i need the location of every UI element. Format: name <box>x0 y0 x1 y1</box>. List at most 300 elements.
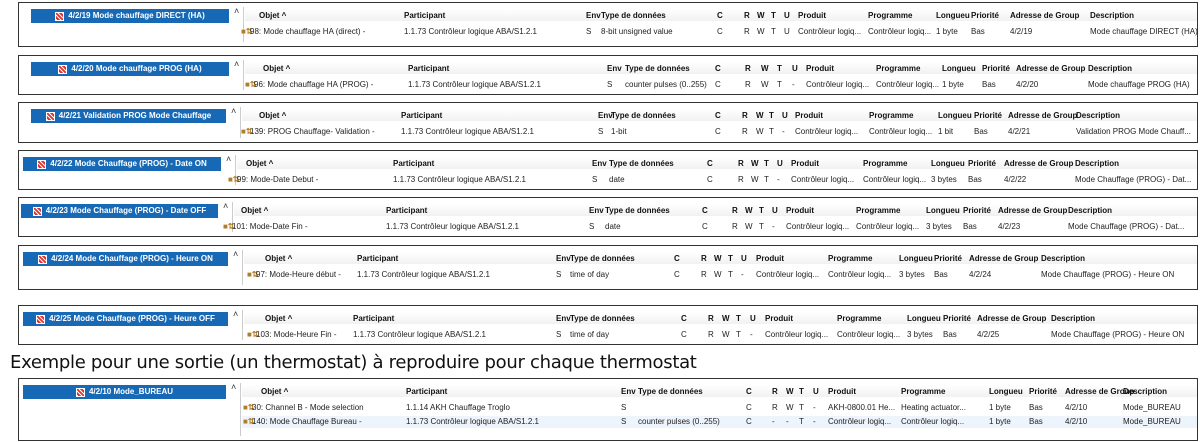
column-header[interactable]: W <box>786 387 794 396</box>
table-cell: Contrôleur logiq... <box>901 417 965 426</box>
column-header[interactable]: Objet ^ <box>241 206 269 215</box>
column-header[interactable]: U <box>772 206 778 215</box>
column-header[interactable]: Adresse de Group <box>977 314 1047 323</box>
table-cell: R <box>701 270 707 279</box>
column-header[interactable]: W <box>751 159 759 168</box>
table-cell: C <box>715 127 721 136</box>
group-address-icon <box>33 207 42 216</box>
table-cell: C <box>717 27 723 36</box>
table-cell: 4/2/10 <box>1065 403 1088 412</box>
table-cell: date <box>605 222 621 231</box>
table-cell: - <box>772 417 775 426</box>
table-cell: time of day <box>570 270 610 279</box>
column-header[interactable]: W <box>745 206 753 215</box>
table-cell: 1.1.73 Contrôleur logique ABA/S1.2.1 <box>353 330 486 339</box>
table-cell: Mode_BUREAU <box>1123 417 1181 426</box>
instruction-note: Exemple pour une sortie (un thermostat) à reproduire pour chaque thermostat <box>10 352 697 373</box>
splitter[interactable] <box>243 7 244 42</box>
table-cell: 1.1.73 Contrôleur logique ABA/S1.2.1 <box>393 175 526 184</box>
column-header[interactable]: Description <box>1090 11 1135 20</box>
table-cell: 1.1.73 Contrôleur logique ABA/S1.2.1 <box>406 417 539 426</box>
group-address-label: 4/2/24 Mode Chauffage (PROG) - Heure ON <box>51 254 213 263</box>
group-address-icon <box>46 112 55 121</box>
table-cell: R <box>745 80 751 89</box>
table-cell: date <box>609 175 625 184</box>
table-cell: S <box>556 330 562 339</box>
table-cell: Mode Chauffage (PROG) - Heure ON <box>1051 330 1185 339</box>
table-cell: T <box>799 403 804 412</box>
group-object-icon: ■⇅ <box>247 330 259 339</box>
group-address-item[interactable] <box>21 204 218 218</box>
table-cell: W <box>757 27 765 36</box>
column-header[interactable]: C <box>746 387 752 396</box>
table-cell[interactable]: 98: Mode chauffage HA (direct) - <box>250 27 366 36</box>
column-header[interactable]: Type de données <box>570 254 635 263</box>
group-address-label: 4/2/19 Mode chauffage DIRECT (HA) <box>68 11 205 20</box>
table-cell: Contrôleur logiq... <box>828 417 892 426</box>
table-cell: 4/2/24 <box>969 270 992 279</box>
group-object-icon: ■⇅ <box>243 403 255 412</box>
table-cell: T <box>736 330 741 339</box>
table-cell[interactable]: 96: Mode chauffage HA (PROG) - <box>254 80 374 89</box>
column-header[interactable]: R <box>744 11 750 20</box>
column-header[interactable]: C <box>715 111 721 120</box>
table-cell: W <box>751 175 759 184</box>
table-cell: R <box>732 222 738 231</box>
column-header[interactable]: Longueu <box>899 254 933 263</box>
group-address-icon <box>37 160 46 169</box>
column-header[interactable]: Description <box>1088 64 1133 73</box>
column-header[interactable]: Produit <box>828 387 856 396</box>
table-cell: S <box>592 175 598 184</box>
table-cell: T <box>777 80 782 89</box>
column-header[interactable]: Programme <box>837 314 882 323</box>
table-cell: 1.1.73 Contrôleur logique ABA/S1.2.1 <box>357 270 490 279</box>
column-header[interactable]: Longueu <box>931 159 965 168</box>
column-header[interactable]: T <box>736 314 741 323</box>
column-header[interactable]: Adresse de Group <box>969 254 1039 263</box>
group-address-icon <box>58 65 67 74</box>
column-header[interactable]: Type de données <box>625 64 690 73</box>
column-header[interactable]: Adresse de Group <box>1016 64 1086 73</box>
column-header[interactable]: Env <box>556 314 571 323</box>
table-cell: Contrôleur logiq... <box>876 80 940 89</box>
table-cell: Contrôleur logiq... <box>837 330 901 339</box>
column-header[interactable]: U <box>782 111 788 120</box>
table-cell: Contrôleur logiq... <box>765 330 829 339</box>
table-cell: R <box>708 330 714 339</box>
column-header[interactable]: Participant <box>406 387 448 396</box>
group-address-icon <box>55 12 64 21</box>
table-cell: S <box>621 417 627 426</box>
table-cell: Bas <box>974 127 988 136</box>
column-header[interactable]: Priorité <box>1029 387 1058 396</box>
table-cell: 3 bytes <box>907 330 933 339</box>
column-header[interactable]: C <box>674 254 680 263</box>
splitter[interactable] <box>242 310 243 340</box>
column-header[interactable]: Type de données <box>570 314 635 323</box>
group-object-icon: ■⇅ <box>241 27 253 36</box>
column-header[interactable]: Produit <box>798 11 826 20</box>
group-address-label: 4/2/10 Mode_BUREAU <box>88 387 174 396</box>
table-cell: Mode Chauffage (PROG) - Dat... <box>1068 222 1185 231</box>
column-header[interactable]: Env <box>607 64 622 73</box>
column-header[interactable]: Participant <box>357 254 399 263</box>
table-cell: T <box>769 127 774 136</box>
table-cell: 1 byte <box>936 27 958 36</box>
column-header[interactable]: Programme <box>856 206 901 215</box>
column-header[interactable]: Priorité <box>963 206 992 215</box>
column-header[interactable]: Programme <box>863 159 908 168</box>
column-header[interactable]: Env <box>586 11 601 20</box>
table-cell: R <box>772 403 778 412</box>
table-cell: S <box>598 127 604 136</box>
column-header[interactable]: Priorité <box>974 111 1003 120</box>
table-cell: - <box>772 222 775 231</box>
column-header[interactable]: Priorité <box>943 314 972 323</box>
column-header[interactable]: Longueu <box>942 64 976 73</box>
table-cell: - <box>813 403 816 412</box>
collapse-caret-icon[interactable]: ˄ <box>233 309 239 319</box>
column-header[interactable]: W <box>761 64 769 73</box>
table-cell: 1.1.73 Contrôleur logique ABA/S1.2.1 <box>386 222 519 231</box>
column-header[interactable]: U <box>784 11 790 20</box>
column-header[interactable]: Participant <box>401 111 443 120</box>
table-cell: T <box>771 27 776 36</box>
group-address-label: 4/2/23 Mode Chauffage (PROG) - Date OFF <box>45 206 207 215</box>
splitter[interactable] <box>243 60 244 90</box>
collapse-caret-icon[interactable]: ˄ <box>226 154 232 164</box>
table-cell: W <box>786 403 794 412</box>
table-cell: Contrôleur logiq... <box>856 222 920 231</box>
column-header[interactable]: Description <box>1076 111 1121 120</box>
table-cell: T <box>728 270 733 279</box>
column-header[interactable]: Produit <box>765 314 793 323</box>
group-address-label: 4/2/21 Validation PROG Mode Chauffage <box>58 111 212 120</box>
column-header[interactable]: Programme <box>869 111 914 120</box>
collapse-caret-icon[interactable]: ˄ <box>234 59 240 69</box>
group-panel <box>18 245 1198 290</box>
table-cell: C <box>674 270 680 279</box>
table-cell: Mode Chauffage (PROG) - Dat... <box>1075 175 1192 184</box>
table-cell: Contrôleur logiq... <box>791 175 855 184</box>
table-cell: 4/2/21 <box>1008 127 1031 136</box>
column-header[interactable]: C <box>707 159 713 168</box>
group-panel <box>18 197 1198 237</box>
table-cell: S <box>621 403 627 412</box>
column-header[interactable]: C <box>715 64 721 73</box>
table-cell: 4/2/25 <box>977 330 1000 339</box>
column-header[interactable]: Description <box>1051 314 1096 323</box>
column-header[interactable]: Participant <box>353 314 395 323</box>
table-cell: - <box>741 270 744 279</box>
table-cell[interactable]: 30: Channel B - Mode selection <box>252 403 364 412</box>
column-header[interactable]: Objet ^ <box>263 64 291 73</box>
table-cell: C <box>715 80 721 89</box>
column-header[interactable]: Programme <box>876 64 921 73</box>
table-cell: C <box>707 175 713 184</box>
column-header[interactable]: T <box>777 64 782 73</box>
column-header[interactable]: Programme <box>828 254 873 263</box>
column-header[interactable]: Programme <box>901 387 946 396</box>
column-header[interactable]: Longueu <box>936 11 970 20</box>
group-address-item[interactable] <box>23 157 221 171</box>
column-header[interactable]: Adresse de Group <box>1065 387 1135 396</box>
column-header[interactable]: U <box>792 64 798 73</box>
table-cell[interactable]: 103: Mode-Heure Fin - <box>256 330 337 339</box>
column-header[interactable]: Produit <box>791 159 819 168</box>
group-address-label: 4/2/20 Mode chauffage PROG (HA) <box>71 64 202 73</box>
table-cell: T <box>764 175 769 184</box>
table-cell[interactable]: 99: Mode-Date Debut - <box>237 175 319 184</box>
group-panel <box>18 150 1198 190</box>
column-header[interactable]: Priorité <box>971 11 1000 20</box>
column-header[interactable]: Programme <box>868 11 913 20</box>
column-header[interactable]: Produit <box>756 254 784 263</box>
table-cell: 3 bytes <box>926 222 952 231</box>
column-header[interactable]: U <box>750 314 756 323</box>
column-header[interactable]: U <box>741 254 747 263</box>
column-header[interactable]: T <box>799 387 804 396</box>
table-cell: Contrôleur logiq... <box>756 270 820 279</box>
column-header[interactable]: Adresse de Group <box>1004 159 1074 168</box>
table-cell: Contrôleur logiq... <box>828 270 892 279</box>
table-cell: Bas <box>968 175 982 184</box>
column-header[interactable]: T <box>764 159 769 168</box>
group-address-item[interactable] <box>23 312 228 326</box>
column-header[interactable]: T <box>769 111 774 120</box>
column-header[interactable]: Description <box>1123 387 1168 396</box>
column-header[interactable]: Adresse de Group <box>998 206 1068 215</box>
group-panel <box>18 305 1198 345</box>
table-cell: U <box>784 27 790 36</box>
table-cell: Bas <box>943 330 957 339</box>
table-cell: Contrôleur logiq... <box>798 27 862 36</box>
column-header[interactable]: Participant <box>393 159 435 168</box>
table-cell: 1.1.14 AKH Chauffage Troglo <box>406 403 510 412</box>
group-object-icon: ■⇅ <box>228 175 240 184</box>
group-address-label: 4/2/25 Mode Chauffage (PROG) - Heure OFF <box>49 314 215 323</box>
group-object-icon: ■⇅ <box>245 80 257 89</box>
group-address-item[interactable] <box>23 385 226 399</box>
column-header[interactable]: Longueu <box>926 206 960 215</box>
table-cell: W <box>714 270 722 279</box>
group-object-icon: ■⇅ <box>247 270 259 279</box>
column-header[interactable]: R <box>738 159 744 168</box>
table-cell: Bas <box>971 27 985 36</box>
column-header[interactable]: R <box>708 314 714 323</box>
table-cell: - <box>777 175 780 184</box>
table-cell: - <box>786 417 789 426</box>
table-cell: S <box>586 27 592 36</box>
table-cell: 1 byte <box>942 80 964 89</box>
column-header[interactable]: R <box>772 387 778 396</box>
table-cell: T <box>799 417 804 426</box>
table-cell: W <box>761 80 769 89</box>
group-address-label: 4/2/22 Mode Chauffage (PROG) - Date ON <box>50 159 207 168</box>
column-header[interactable]: Objet ^ <box>265 314 293 323</box>
table-cell: Bas <box>963 222 977 231</box>
column-header[interactable]: U <box>777 159 783 168</box>
column-header[interactable]: C <box>702 206 708 215</box>
column-header[interactable]: Type de données <box>609 159 674 168</box>
column-header[interactable]: Objet ^ <box>265 254 293 263</box>
column-header[interactable]: Priorité <box>934 254 963 263</box>
table-cell: S <box>607 80 613 89</box>
table-cell: 1 bit <box>938 127 954 136</box>
table-cell: C <box>702 222 708 231</box>
column-header[interactable]: Priorité <box>968 159 997 168</box>
collapse-caret-icon[interactable]: ˄ <box>223 201 229 211</box>
column-header[interactable]: W <box>756 111 764 120</box>
table-cell: S <box>556 270 562 279</box>
table-cell[interactable]: 140: Mode Chauffage Bureau - <box>252 417 362 426</box>
table-cell: Bas <box>1029 417 1043 426</box>
splitter[interactable] <box>240 383 241 436</box>
column-header[interactable]: W <box>714 254 722 263</box>
table-cell: - <box>750 330 753 339</box>
column-header[interactable]: Env <box>592 159 607 168</box>
group-object-icon: ■⇅ <box>223 222 235 231</box>
table-cell: 1.1.73 Contrôleur logique ABA/S1.2.1 <box>401 127 534 136</box>
table-cell: 1 byte <box>989 403 1011 412</box>
table-cell: 4/2/20 <box>1016 80 1039 89</box>
table-cell: R <box>738 175 744 184</box>
column-header[interactable]: Objet ^ <box>259 11 287 20</box>
column-header[interactable]: Produit <box>786 206 814 215</box>
column-header[interactable]: Type de données <box>605 206 670 215</box>
group-object-icon: ■⇅ <box>241 127 253 136</box>
group-address-item[interactable] <box>31 62 229 76</box>
table-cell[interactable]: 97: Mode-Heure début - <box>256 270 341 279</box>
table-cell: W <box>745 222 753 231</box>
table-cell: Bas <box>1029 403 1043 412</box>
table-cell: 1.1.73 Contrôleur logique ABA/S1.2.1 <box>404 27 537 36</box>
column-header[interactable]: Adresse de Group <box>1008 111 1078 120</box>
group-panel <box>18 102 1198 143</box>
column-header[interactable]: Objet ^ <box>259 111 287 120</box>
table-cell: C <box>746 403 752 412</box>
column-header[interactable]: R <box>745 64 751 73</box>
collapse-caret-icon[interactable]: ˄ <box>234 6 240 16</box>
table-cell: C <box>746 417 752 426</box>
table-cell: C <box>681 330 687 339</box>
column-header[interactable]: T <box>728 254 733 263</box>
table-cell: Contrôleur logiq... <box>868 27 932 36</box>
column-header[interactable]: C <box>681 314 687 323</box>
column-header[interactable]: Longueu <box>989 387 1023 396</box>
table-cell: 3 bytes <box>899 270 925 279</box>
column-header[interactable]: Objet ^ <box>261 387 289 396</box>
table-cell: 4/2/22 <box>1004 175 1027 184</box>
column-header[interactable]: Type de données <box>601 11 666 20</box>
group-panel <box>18 2 1198 47</box>
table-cell: - <box>792 80 795 89</box>
table-cell: Contrôleur logiq... <box>869 127 933 136</box>
collapse-caret-icon[interactable]: ˄ <box>231 382 237 392</box>
group-panel <box>18 55 1198 95</box>
table-cell: 1-bit <box>611 127 627 136</box>
column-header[interactable]: C <box>717 11 723 20</box>
table-cell: 4/2/23 <box>998 222 1021 231</box>
table-cell: Mode chauffage DIRECT (HA) <box>1090 27 1198 36</box>
column-header[interactable]: Produit <box>795 111 823 120</box>
column-header[interactable]: T <box>759 206 764 215</box>
column-header[interactable]: R <box>701 254 707 263</box>
column-header[interactable]: Type de données <box>638 387 703 396</box>
column-header[interactable]: Priorité <box>982 64 1011 73</box>
collapse-caret-icon[interactable]: ˄ <box>233 249 239 259</box>
table-cell: 1.1.73 Contrôleur logique ABA/S1.2.1 <box>408 80 541 89</box>
group-address-item[interactable] <box>31 9 229 23</box>
group-object-icon: ■⇅ <box>243 417 255 426</box>
table-cell: W <box>722 330 730 339</box>
column-header[interactable]: Participant <box>404 11 446 20</box>
table-cell: 4/2/10 <box>1065 417 1088 426</box>
column-header[interactable]: Description <box>1041 254 1086 263</box>
column-header[interactable]: Env <box>556 254 571 263</box>
column-header[interactable]: Participant <box>386 206 428 215</box>
table-cell: counter pulses (0..255) <box>625 80 707 89</box>
table-cell: 3 bytes <box>931 175 957 184</box>
table-cell: counter pulses (0..255) <box>638 417 720 426</box>
column-header[interactable]: W <box>722 314 730 323</box>
table-cell: Bas <box>934 270 948 279</box>
column-header[interactable]: Env <box>598 111 613 120</box>
column-header[interactable]: Description <box>1075 159 1120 168</box>
table-cell: R <box>742 127 748 136</box>
table-cell: S <box>589 222 595 231</box>
column-header[interactable]: T <box>771 11 776 20</box>
table-cell: Mode Chauffage (PROG) - Heure ON <box>1041 270 1175 279</box>
column-header[interactable]: Participant <box>408 64 450 73</box>
column-header[interactable]: R <box>732 206 738 215</box>
table-cell: Bas <box>982 80 996 89</box>
group-address-item[interactable] <box>23 252 228 266</box>
table-cell: Mode chauffage PROG (HA) <box>1088 80 1190 89</box>
table-cell: Contrôleur logiq... <box>806 80 870 89</box>
table-cell: Contrôleur logiq... <box>795 127 859 136</box>
column-header[interactable]: W <box>757 11 765 20</box>
column-header[interactable]: Type de données <box>611 111 676 120</box>
column-header[interactable]: Objet ^ <box>246 159 274 168</box>
table-cell: AKH-0800.01 He... <box>828 403 896 412</box>
table-cell: 8-bit unsigned value <box>601 27 673 36</box>
column-header[interactable]: Description <box>1068 206 1113 215</box>
column-header[interactable]: Env <box>589 206 604 215</box>
table-cell: 1 byte <box>989 417 1011 426</box>
group-address-item[interactable] <box>31 109 226 123</box>
table-cell: T <box>759 222 764 231</box>
table-cell: Contrôleur logiq... <box>863 175 927 184</box>
column-header[interactable]: Longueu <box>938 111 972 120</box>
column-header[interactable]: Adresse de Group <box>1010 11 1080 20</box>
group-panel <box>18 378 1198 441</box>
group-address-icon <box>38 255 47 264</box>
table-cell: 4/2/19 <box>1010 27 1033 36</box>
column-header[interactable]: Produit <box>806 64 834 73</box>
table-cell: R <box>744 27 750 36</box>
table-cell: Heating actuator... <box>901 403 966 412</box>
table-cell[interactable]: 139: PROG Chauffage- Validation - <box>250 127 375 136</box>
column-header[interactable]: Longueu <box>907 314 941 323</box>
table-cell[interactable]: 101: Mode-Date Fin - <box>232 222 308 231</box>
splitter[interactable] <box>242 250 243 285</box>
column-header[interactable]: R <box>742 111 748 120</box>
column-header[interactable]: Env <box>621 387 636 396</box>
column-header[interactable]: U <box>813 387 819 396</box>
collapse-caret-icon[interactable]: ˄ <box>231 106 237 116</box>
